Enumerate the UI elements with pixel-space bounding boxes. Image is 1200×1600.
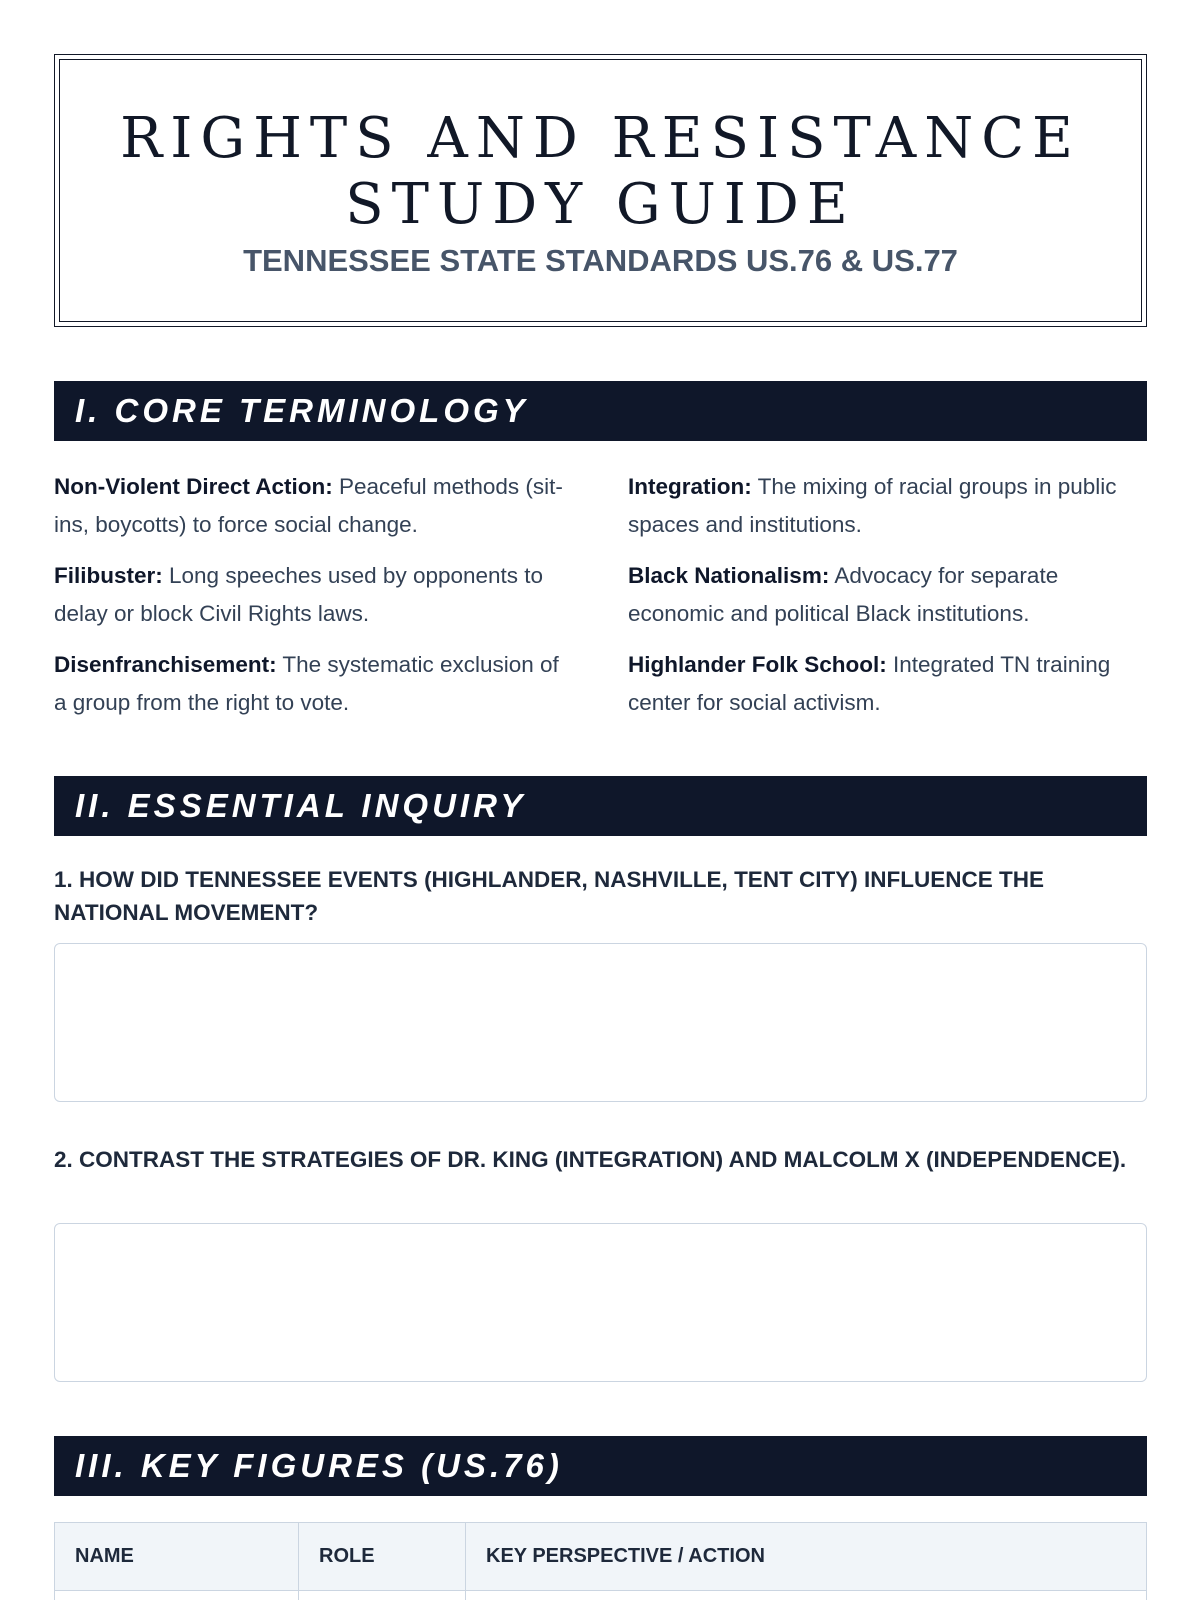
term-name: Filibuster: xyxy=(54,563,163,588)
column-header-perspective: KEY PERSPECTIVE / ACTION xyxy=(466,1523,1147,1591)
section-header-figures xyxy=(54,1436,1147,1496)
title-box-inner xyxy=(59,59,1142,322)
term-definition: Integrated TN training center for social activism. xyxy=(628,652,1111,715)
section-title-terminology: I. CORE TERMINOLOGY xyxy=(75,392,529,429)
inquiry-question-2: 2. CONTRAST THE STRATEGIES OF DR. KING (INTEGRATION) AND MALCOLM X (INDEPENDENCE). xyxy=(54,1147,1127,1172)
table-cell[interactable] xyxy=(299,1591,466,1600)
section-title-inquiry: II. ESSENTIAL INQUIRY xyxy=(75,787,527,824)
key-figures-table xyxy=(54,1522,1147,1600)
answer-box-1[interactable] xyxy=(54,943,1147,1102)
document-subtitle: TENNESSEE STATE STANDARDS US.76 & US.77 xyxy=(243,243,958,278)
column-header-role: ROLE xyxy=(299,1523,466,1591)
term-name: Black Nationalism: xyxy=(628,563,830,588)
term-item xyxy=(54,468,574,544)
table-header-row xyxy=(55,1523,1147,1591)
term-definition: The systematic exclusion of a group from the right to vote. xyxy=(54,652,559,715)
column-header-name: NAME xyxy=(55,1523,299,1591)
term-item xyxy=(628,468,1153,544)
section-title-figures: III. KEY FIGURES (US.76) xyxy=(75,1447,563,1484)
term-name: Highlander Folk School: xyxy=(628,652,887,677)
title-box xyxy=(54,54,1147,327)
term-definition: Long speeches used by opponents to delay or block Civil Rights laws. xyxy=(54,563,544,626)
term-item xyxy=(628,557,1153,633)
term-item xyxy=(54,646,574,722)
term-name: Integration: xyxy=(628,474,752,499)
term-name: Disenfranchisement: xyxy=(54,652,277,677)
section-header-terminology xyxy=(54,381,1147,441)
term-definition: Advocacy for separate economic and political Black institutions. xyxy=(628,563,1059,626)
answer-box-2[interactable] xyxy=(54,1223,1147,1382)
term-definition: The mixing of racial groups in public spaces and institutions. xyxy=(628,474,1117,537)
table-row xyxy=(55,1591,1147,1600)
term-definition: Peaceful methods (sit-ins, boycotts) to force social change. xyxy=(54,474,563,537)
document-title-line2: STUDY GUIDE xyxy=(345,172,856,237)
table-cell[interactable] xyxy=(466,1591,1147,1600)
term-item xyxy=(628,646,1153,722)
term-name: Non-Violent Direct Action: xyxy=(54,474,333,499)
term-item xyxy=(54,557,574,633)
section-header-inquiry xyxy=(54,776,1147,836)
inquiry-question-1: 1. HOW DID TENNESSEE EVENTS (HIGHLANDER, NASHVILLE, TENT CITY) INFLUENCE THE NATIONAL MOVEMENT? xyxy=(54,867,1045,925)
document-title-line1: RIGHTS AND RESISTANCE xyxy=(120,106,1081,171)
table-cell[interactable] xyxy=(55,1591,299,1600)
